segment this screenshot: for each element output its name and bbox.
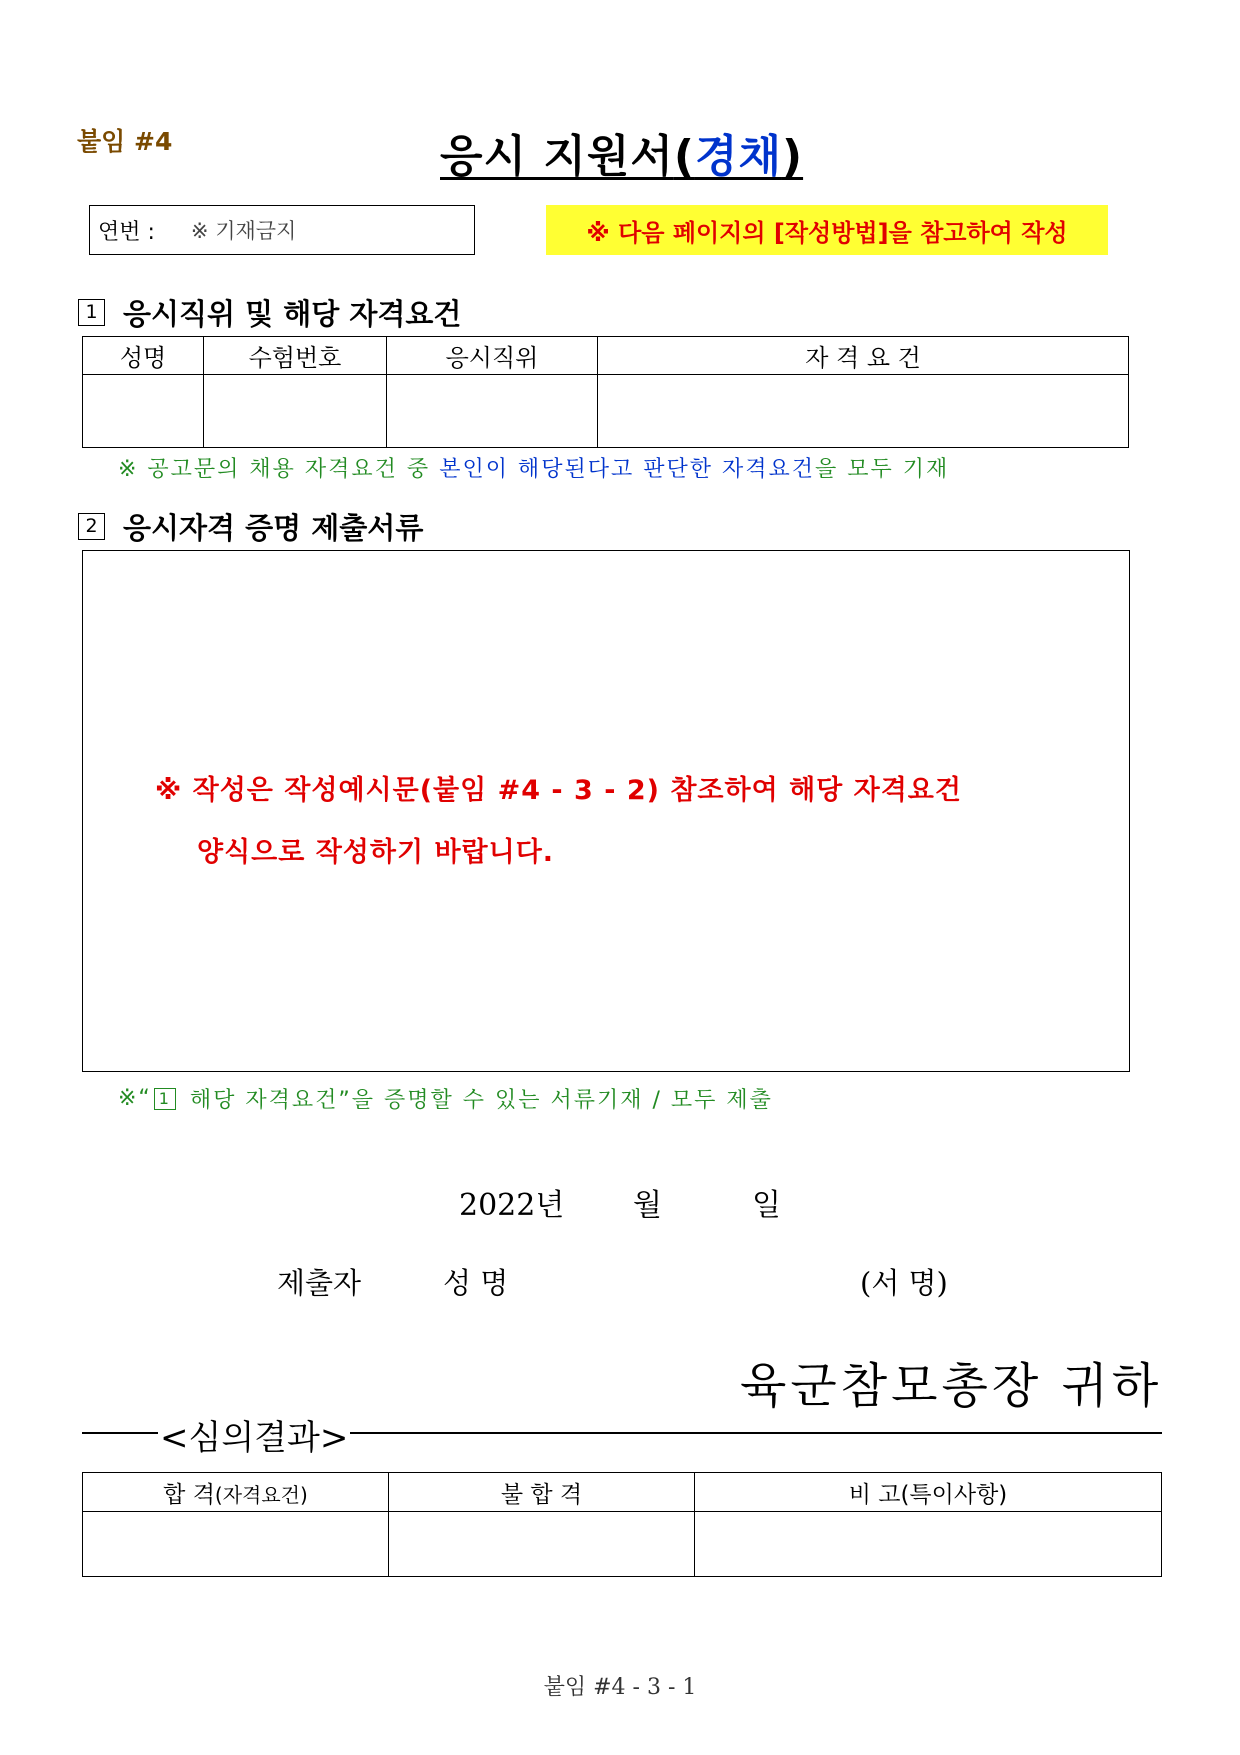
attachment-label: 붙임 #4 [77, 127, 173, 156]
section2-instruction-line2: 양식으로 작성하기 바랍니다. [197, 837, 555, 868]
column-header-fail: 불 합 격 [389, 1473, 695, 1512]
column-header-name: 성명 [83, 337, 204, 375]
pass-label: 합 격 [163, 1481, 215, 1508]
submitter-name-label: 성 명 [443, 1266, 509, 1300]
recipient: 육군참모총장 귀하 [740, 1358, 1163, 1414]
section2-note-box: 1 [154, 1088, 176, 1110]
title-highlight: 경채 [694, 131, 782, 182]
section2-instruction-line1: ※ 작성은 작성예시문(붙임 #4 - 3 - 2) 참조하여 해당 자격요건 [155, 775, 962, 806]
pass-sublabel: (자격요건) [214, 1482, 308, 1507]
position-cell[interactable] [387, 375, 598, 448]
section2-number: 2 [78, 513, 105, 540]
date-day: 일 [752, 1188, 781, 1223]
review-table [82, 1472, 1162, 1577]
section1-number: 1 [78, 299, 105, 326]
table-row [83, 375, 1129, 448]
section2-note-prefix: ※“ [118, 1086, 152, 1111]
remarks-cell[interactable] [695, 1512, 1162, 1577]
section2-note [118, 1083, 773, 1114]
exam-number-cell[interactable] [204, 375, 387, 448]
table-row [83, 1512, 1162, 1577]
column-header-remarks: 비 고(특이사항) [695, 1473, 1162, 1512]
column-header-pass [83, 1473, 389, 1512]
section1-heading [78, 292, 461, 333]
column-header-exam-number: 수험번호 [204, 337, 387, 375]
section2-title: 응시자격 증명 제출서류 [123, 511, 424, 545]
signature-label: (서 명) [860, 1266, 948, 1300]
page-footer: 붙임 #4 - 3 - 1 [543, 1675, 697, 1700]
fail-cell[interactable] [389, 1512, 695, 1577]
date-year: 2022년 [459, 1188, 565, 1223]
column-header-qualifications: 자 격 요 건 [598, 337, 1129, 375]
instruction-note: ※ 다음 페이지의 [작성방법]을 참고하여 작성 [546, 205, 1108, 255]
section2-instruction [155, 760, 962, 884]
qualifications-cell[interactable] [598, 375, 1129, 448]
title-main: 응시 지원서 [440, 131, 674, 182]
review-label: <심의결과> [158, 1410, 350, 1459]
section2-note-text: 해당 자격요건”을 증명할 수 있는 서류기재 / 모두 제출 [189, 1088, 773, 1113]
serial-label: 연번 : [98, 219, 155, 245]
serial-number-box [89, 205, 475, 255]
submitter-label: 제출자 [277, 1266, 362, 1300]
section1-note-highlight: 본인이 해당된다고 판단한 자격요건 [439, 457, 815, 482]
section2-heading [78, 506, 423, 547]
section1-note-prefix: ※ 공고문의 채용 자격요건 중 [118, 457, 440, 482]
serial-warning: ※ 기재금지 [190, 219, 297, 243]
qualification-table [82, 336, 1129, 448]
column-header-position: 응시직위 [387, 337, 598, 375]
title-paren-open: ( [673, 131, 695, 182]
section1-title: 응시직위 및 해당 자격요건 [123, 297, 462, 331]
section1-note [118, 452, 949, 483]
page-title [440, 120, 803, 184]
title-paren-close: ) [781, 131, 804, 182]
table-header-row [83, 337, 1129, 375]
review-header-row [83, 1473, 1162, 1512]
section1-note-suffix: 을 모두 기재 [814, 457, 950, 482]
name-cell[interactable] [83, 375, 204, 448]
date-month: 월 [633, 1188, 662, 1223]
pass-cell[interactable] [83, 1512, 389, 1577]
